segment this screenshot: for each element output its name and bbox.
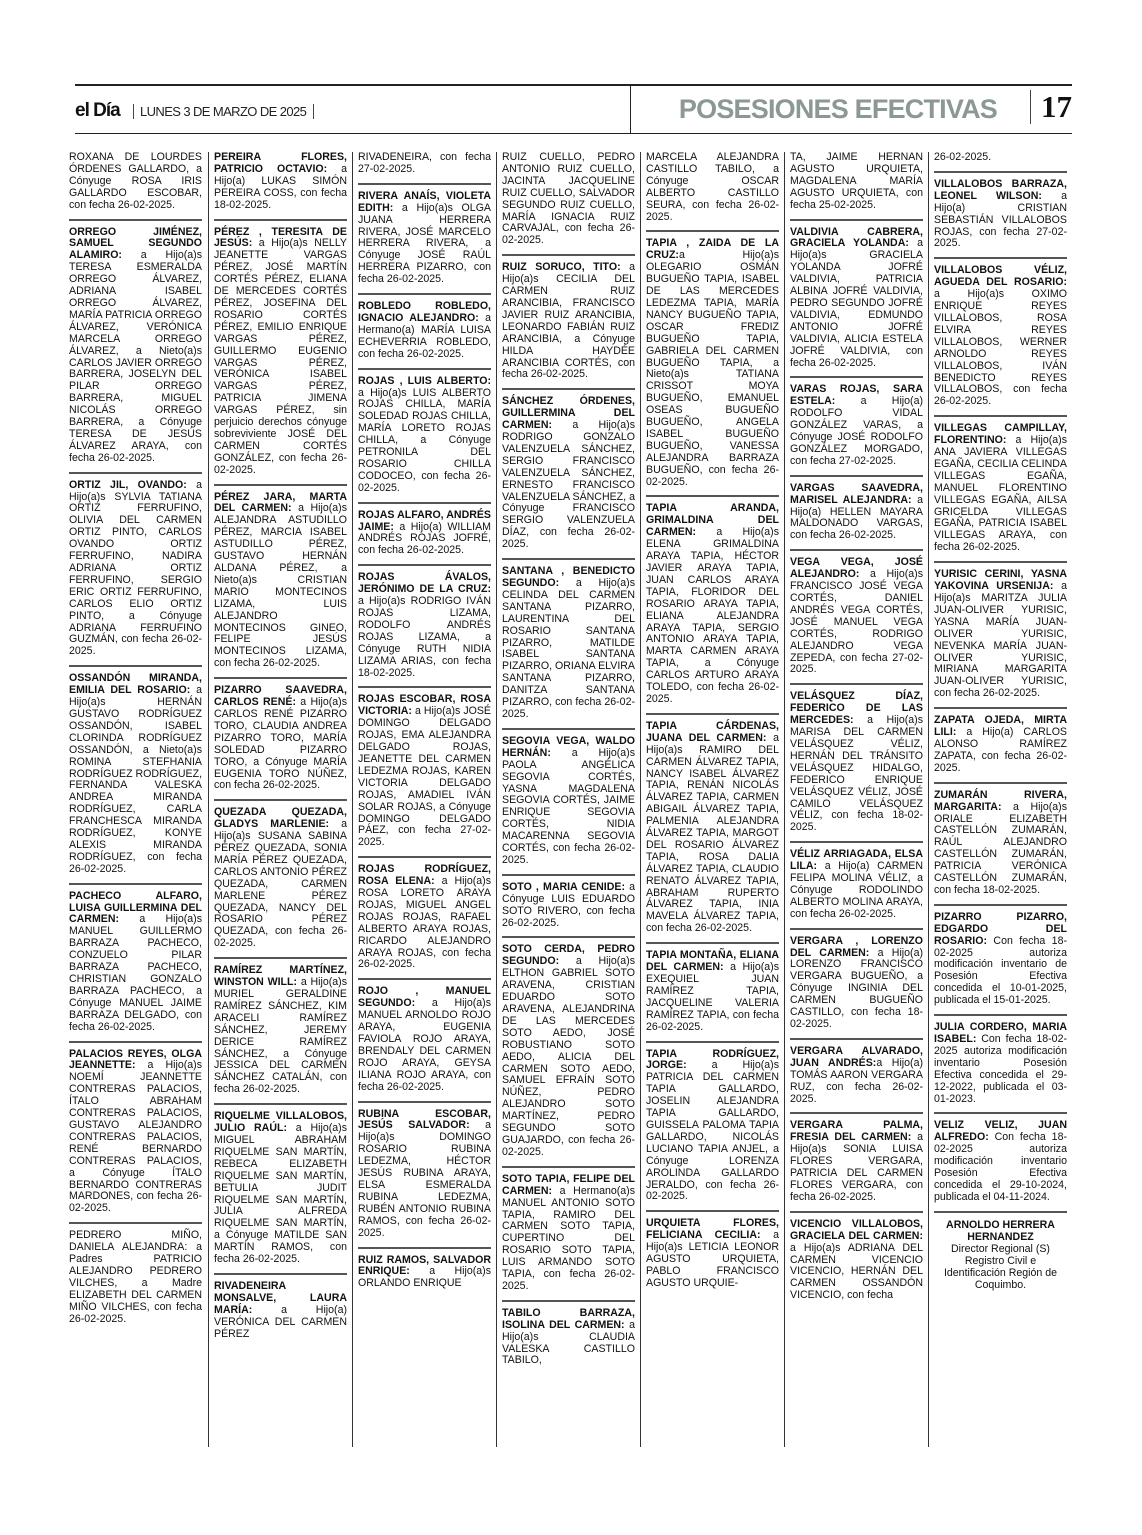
- notice-entry: [934, 152, 1067, 173]
- deceased-name: PÉREZ , TERESITA DE JESÚS:: [214, 225, 347, 250]
- notice-entry: [214, 152, 347, 221]
- notice-text: a Hijo(a)s PATRICIA DEL CARMEN TAPIA GALLARDO, JOSELIN ALEJANDRA TAPIA GALLARDO, GUISSELA PALOMA TAPIA GALLARDO, NICOLÁS LUCIANO TAPIA ANJEL, a Cónyuge LORENZA AROLINDA GALLARDO JERALDO, con fecha 26-02-2025.: [646, 1059, 779, 1203]
- notice-text: a Hijo(a)s OXIMO ENRIQUE REYES VILLALOBOS, ROSA ELVIRA REYES VILLALOBOS, WERNER ARNOLDO REYES VILLALOBOS, IVÁN BENEDICTO REYES VILLALOBOS, con fecha 26-02-2025.: [934, 288, 1067, 408]
- deceased-name: RIVERA ANAÍS, VIOLETA EDITH:: [358, 189, 491, 214]
- notice-entry: [358, 1255, 491, 1298]
- notice-text: a Hijo(a) TOMÁS AARON VERGARA RUZ, con fecha 26-02-2025.: [790, 1056, 923, 1105]
- notice-entry: [934, 1022, 1067, 1114]
- notice-text: a Hijo(a)s HERNÁN GUSTAVO RODRÍGUEZ OSSANDÓN, ISABEL CLORINDA RODRÍGUEZ OSSANDÓN, a Nieto(a)s ROMINA STEFHANIA RODRÍGUEZ RODRÍGUEZ, FERNANDA VALESKA ANDREA MIRANDA RODRÍGUEZ, CARLA FRANCHESCA MIRANDA RODRÍGUEZ, KONYE ALEXIS MIRANDA RODRÍGUEZ, con fecha 26-02-2025.: [69, 684, 202, 875]
- deceased-name: VERGARA PALMA, FRESIA DEL CARMEN:: [790, 1119, 923, 1144]
- deceased-name: PIZARRO SAAVEDRA, CARLOS RENÉ:: [214, 684, 347, 709]
- deceased-name: TABILO BARRAZA, ISOLINA DEL CARMEN:: [502, 1306, 635, 1331]
- notice-text: a Hijo(a) RODOLFO VIDAL GONZÁLEZ VARAS, a Cónyuge JOSÉ RODOLFO GONZÁLEZ MORGADO, con fecha 27-02-2025.: [790, 395, 923, 467]
- deceased-name: VEGA VEGA, JOSÉ ALEJANDRO:: [790, 556, 923, 581]
- deceased-name: URQUIETA FLORES, FELICIANA CECILIA:: [646, 1217, 779, 1242]
- notice-entry: [502, 882, 635, 939]
- deceased-name: VELIZ VELIZ, JUAN ALFREDO:: [934, 1119, 1067, 1144]
- notice-text: a Hijo(a)s CELINDA DEL CARMEN SANTANA PIZARRO, LAURENTINA DEL ROSARIO SANTANA PIZARRO, MATILDE ISABEL SANTANA PIZARRO, ORIANA ELVIRA SANTANA PIZARRO, DANITZA SANTANA PIZARRO, con fecha 26-02-2025.: [502, 577, 635, 720]
- notice-text: ROXANA DE LOURDES ÓRDENES GALLARDO, a Cónyuge ROSA IRIS GALLARDO ESCOBAR, con fecha 26-02-2025.: [69, 152, 202, 211]
- notice-text: a Hijo(a)s ELTHON GABRIEL SOTO ARAVENA, CRISTIAN EDUARDO SOTO ARAVENA, ALEJANDRINA DE LAS MERCEDES SOTO AEDO, JOSÉ ROBUSTIANO SOTO AEDO, ALICIA DEL CARMEN SOTO AEDO, SAMUEL EFRAÍN SOTO NÚÑEZ, PEDRO ALEJANDRO SOTO MARTÍNEZ, PEDRO SEGUNDO SOTO GUAJARDO, con fecha 26-02-2025.: [502, 955, 635, 1158]
- notice-text: a Hijo(a) CARMEN FELIPA MOLINA VÉLIZ, a Cónyuge RODOLINDO ALBERTO MOLINA ARAYA, con fecha 26-02-2025.: [790, 860, 923, 920]
- deceased-name: YURISIC CERINI, YASNA YAKOVINA URSENIJA:: [934, 568, 1067, 593]
- deceased-name: ZUMARÁN RIVERA, MARGARITA:: [934, 788, 1067, 813]
- notice-entry: [358, 864, 491, 980]
- notice-entry: [358, 376, 491, 504]
- notice-entry: [790, 1046, 923, 1115]
- deceased-name: VERGARA ALVARADO, JUAN ANDRÉS:: [790, 1044, 923, 1069]
- deceased-name: ORREGO JIMÉNEZ, SAMUEL SEGUNDO ALAMIRO:: [69, 225, 202, 262]
- notice-entry: [214, 685, 347, 801]
- notice-entry: [214, 492, 347, 680]
- notice-text: a Hijo(a)s EXEQUIEL JUAN RAMÍREZ TAPIA, JACQUELINE VALERIA RAMÍREZ TAPIA, con fecha 26-02-2025.: [646, 961, 779, 1033]
- deceased-name: SOTO CERDA, PEDRO SEGUNDO:: [502, 943, 635, 968]
- notice-entry: [358, 152, 491, 185]
- page-number: 17: [1030, 90, 1072, 124]
- notice-text: a Hijo(a)s CLAUDIA VALESKA CASTILLO TABILO,: [502, 1318, 635, 1367]
- column-divider: [640, 152, 641, 1447]
- deceased-name: RIQUELME VILLALOBOS, JULIO RAÚL:: [214, 1110, 347, 1135]
- signatory-name: ARNOLDO HERRERA HERNANDEZ: [946, 1218, 1055, 1243]
- deceased-name: VARAS ROJAS, SARA ESTELA:: [790, 383, 923, 408]
- deceased-name: OSSANDÓN MIRANDA, EMILIA DEL ROSARIO:: [69, 672, 202, 697]
- notice-text: a Hijo(a)s GRACIELA YOLANDA JOFRÉ VALDIVIA, PATRICIA ALBINA JOFRÉ VALDIVIA, PEDRO SEGUNDO JOFRÉ VALDIVIA, EDMUNDO ANTONIO JOFRÉ VALDIVIA, ALICIA ESTELA JOFRÉ VALDIVIA, con fecha 26-02-2025.: [790, 237, 923, 369]
- deceased-name: VARGAS SAAVEDRA, MARISEL ALEJANDRA:: [790, 481, 923, 506]
- notice-entry: [646, 1218, 779, 1296]
- notice-entry: [646, 238, 779, 497]
- notice-entry: [934, 569, 1067, 709]
- notice-entry: [934, 265, 1067, 417]
- notice-text: a Hijo(a)s NELLY JEANETTE VARGAS PÉREZ, JOSÉ MARTÍN CORTÉS PÉREZ, ELIANA DE MERCEDES CORTÉS PÉREZ, JOSEFINA DEL ROSARIO CORTÉS PÉREZ, EMILIO ENRIQUE VARGAS PÉREZ, GUILLERMO EUGENIO VARGAS PÉREZ, VERÓNICA ISABEL VARGAS PÉREZ, PATRICIA JIMENA VARGAS PÉREZ, sin perjuicio derechos cónyuge sobreviviente JOSÉ DEL CARMEN CORTÉS GONZÁLEZ, con fecha 26-02-2025.: [214, 237, 347, 476]
- deceased-name: SOTO TAPIA, FELIPE DEL CARMEN:: [502, 1172, 635, 1197]
- column-divider: [784, 152, 785, 1447]
- deceased-name: PALACIOS REYES, OLGA JEANNETTE:: [69, 1047, 202, 1072]
- deceased-name: ROBLEDO ROBLEDO, IGNACIO ALEJANDRO:: [358, 300, 491, 324]
- notice-text: MARCELA ALEJANDRA CASTILLO TABILO, a Cónyuge OSCAR ALBERTO CASTILLO SEURA, con fecha 26-02-2025.: [646, 152, 779, 223]
- deceased-name: TAPIA ARANDA, GRIMALDINA DEL CARMEN:: [646, 502, 779, 539]
- deceased-name: VILLEGAS CAMPILLAY, FLORENTINO:: [934, 422, 1067, 447]
- column-7: [934, 152, 1067, 1447]
- notice-entry: [790, 1219, 923, 1309]
- notice-text: a Hijo(a)s ELENA GRIMALDINA ARAYA TAPIA, HÉCTOR JAVIER ARAYA TAPIA, JUAN CARLOS ARAYA TAPIA, FLORIDOR DEL ROSARIO ARAYA TAPIA, ELIANA ALEJANDRA ARAYA TAPIA, SERGIO ANTONIO ARAYA TAPIA, MARTA CARMEN ARAYA TAPIA, a Cónyuge CARLOS ARTURO ARAYA TOLEDO, con fecha 26-02-2025.: [646, 526, 779, 705]
- notice-text: a Hijo(a)s PAOLA ANGÉLICA SEGOVIA CORTÉS, YASNA MAGDALENA SEGOVIA CORTÉS, JAIME ENRIQUE SEGOVIA CORTÉS, NIDIA MACARENNA SEGOVIA CORTÉS, con fecha 26-02-2025.: [502, 746, 635, 866]
- notice-entry: [790, 691, 923, 843]
- notice-entry: [790, 557, 923, 685]
- deceased-name: TAPIA , ZAIDA DE LA CRUZ:: [646, 237, 779, 262]
- notice-entry: [502, 262, 635, 390]
- column-3: [358, 152, 491, 1447]
- notice-text: a Hijo(a)s OLGA JUANA HERRERA RIVERA, JOSÉ MARCELO HERRERA RIVERA, a Cónyuge JOSÉ RAÚL HERRERA PIZARRO, con fecha 26-02-2025.: [358, 201, 491, 286]
- deceased-name: TAPIA CÁRDENAS, JUANA DEL CARMEN:: [646, 719, 779, 744]
- column-divider: [496, 152, 497, 1447]
- notice-text: a Hijo(a)s SYLVIA TATIANA ORTIZ FERRUFINO, OLIVIA DEL CARMEN ORTIZ PINTO, CARLOS OVANDO ORTIZ FERRUFINO, NADIRA ADRIANA ORTIZ FERRUFINO, SERGIO ERIC ORTIZ FERRUFINO, CARLOS ELIO ORTIZ PINTO, a Cónyuge ADRIANA FERRUFINO GUZMÁN, con fecha 26-02-2025.: [69, 478, 202, 658]
- notice-entry: [358, 1109, 491, 1249]
- notice-text: a Hijo(a)s OLEGARIO OSMÁN BUGUEÑO TAPIA, ISABEL DE LAS MERCEDES LEDEZMA TAPIA, MARÍA NANCY BUGUEÑO TAPIA, OSCAR FREDIZ BUGUEÑO TAPIA, GABRIELA DEL CARMEN BUGUEÑO TAPIA, a Nieto(a)s TATIANA CRISSOT MOYA BUGUEÑO, EMANUEL OSEAS BUGUEÑO BUGUEÑO, ANGELA ISABEL BUGUEÑO BUGUEÑO, VANESSA ALEJANDRA BARRAZA BUGUEÑO, con fecha 26-02-2025.: [646, 249, 779, 488]
- notice-entry: [214, 227, 347, 486]
- notice-entry: [214, 965, 347, 1105]
- notice-entry: [358, 986, 491, 1102]
- notice-text: a Hijo(a)s ORLANDO ENRIQUE: [358, 1265, 491, 1290]
- column-divider: [928, 152, 929, 1447]
- notice-text: a Hijo(a)s DOMINGO ROSARIO RUBINA LEDEZMA, HÉCTOR JESÚS RUBINA ARAYA, ELSA ESMERALDA RUBINA LEDEZMA, RUBÉN ANTONIO RUBINA RAMOS, con fecha 26-02-2025.: [358, 1119, 491, 1239]
- notice-entry: [790, 1120, 923, 1212]
- notice-text: a Cónyuge LUIS EDUARDO SOTO RIVERO, con fecha 26-02-2025.: [502, 880, 635, 929]
- notice-entry: [358, 572, 491, 688]
- notice-entry: [934, 179, 1067, 259]
- notice-text: RUIZ CUELLO, PEDRO ANTONIO RUIZ CUELLO, JACINTA JACQUELINE RUIZ CUELLO, SALVADOR SEGUNDO RUIZ CUELLO, MARÍA IGNACIA RUIZ CARVAJAL, con fecha 26-02-2025.: [502, 152, 635, 247]
- deceased-name: ROJAS , LUIS ALBERTO:: [358, 374, 491, 387]
- notice-entry: [358, 694, 491, 858]
- notice-text: a Hijo(a)s SUSANA SABINA PÉREZ QUEZADA, SONIA MARÍA PÉREZ QUEZADA, CARLOS ANTONIO PÉREZ QUEZADA, CARMEN MARLENE PÉREZ QUEZADA, NANCY DEL ROSARIO PÉREZ QUEZADA, con fecha 26-02-2025.: [214, 818, 347, 950]
- notice-text: Con fecha 18-02-2025 autoriza modificación inventario Posesión Efectiva concedida el 29-12-2022, publicada el 03-01-2023.: [934, 1033, 1067, 1105]
- notice-entry: [502, 566, 635, 730]
- notice-text: a Hijo(a)s MURIEL GERALDINE RAMÍREZ SÁNCHEZ, KIM ARACELI RAMÍREZ SÁNCHEZ, JEREMY DERICE RAMÍREZ SÁNCHEZ, a Cónyuge JESSICA DEL CARMEN SÁNCHEZ CATALÁN, con fecha 26-02-2025.: [214, 976, 347, 1096]
- notice-text: a Hijo(a)s MANUEL GUILLERMO BARRAZA PACHECO, CONZUELO PILAR BARRAZA PACHECO, CHRISTIAN GONZALO BARRAZA PACHECO, a Cónyuge MANUEL JAIME BARRAZA DELGADO, con fecha 26-02-2025.: [69, 913, 202, 1033]
- page-header: [75, 86, 1072, 134]
- notice-text: a Hijo(a)s ALEJANDRA ASTUDILLO PÉREZ, MARCIA ISABEL ASTUDILLO PÉREZ, GUSTAVO HERNÁN ALDANA PÉREZ, a Nieto(a)s CRISTIAN MARIO MONTECINOS LIZAMA, LUIS ALEJANDRO MONTECINOS GINEO, FELIPE JESÚS MONTECINOS LIZAMA, con fecha 26-02-2025.: [214, 502, 347, 670]
- column-divider: [208, 152, 209, 1447]
- column-2: [214, 152, 347, 1447]
- notice-text: a Hijo(a) HELLEN MAYARA MALDONADO VARGAS, con fecha 26-02-2025.: [790, 493, 923, 542]
- notice-entry: [790, 849, 923, 929]
- deceased-name: SOTO , MARIA CENIDE:: [502, 880, 625, 893]
- deceased-name: PIZARRO PIZARRO, EDGARDO DEL ROSARIO:: [934, 910, 1067, 947]
- notice-entry: [502, 1308, 635, 1375]
- deceased-name: RUBINA ESCOBAR, JESÚS SALVADOR:: [358, 1107, 491, 1132]
- signature-block: [934, 1219, 1067, 1291]
- notice-text: a Hijo(a)s SONIA LUISA FLORES VERGARA, PATRICIA DEL CARMEN FLORES VERGARA, con fecha 26-02-2025.: [790, 1131, 923, 1203]
- issue-date: LUNES 3 DE MARZO DE 2025: [133, 104, 314, 119]
- deceased-name: VELÁSQUEZ DÍAZ, FEDERICO DE LAS MERCEDES:: [790, 690, 923, 727]
- deceased-name: SÁNCHEZ ÓRDENES, GUILLERMINA DEL CARMEN:: [502, 395, 635, 432]
- deceased-name: RUIZ RAMOS, SALVADOR ENRIQUE:: [358, 1253, 491, 1278]
- deceased-name: TAPIA RODRÍGUEZ, JORGE:: [646, 1047, 779, 1072]
- notice-entry: [934, 423, 1067, 563]
- notice-text: a Hijo(a)s ROSA LORETO ARAYA ROJAS, MIGUEL ANGEL ROJAS ROJAS, RAFAEL ALBERTO ARAYA ROJAS, RICARDO ALEJANDRO ARAYA ROJAS, con fecha 26-02-2025.: [358, 875, 491, 971]
- notice-entry: [502, 152, 635, 256]
- notice-text: TA, JAIME HERNÁN AGUSTO URQUIETA, MAGDALENA MARÍA AGUSTO URQUIETA, con fecha 25-02-2025.: [790, 152, 923, 211]
- notice-text: a Hijo(a)s ORIALE ELIZABETH CASTELLÓN ZUMARÁN, RAÚL ALEJANDRO CASTELLÓN ZUMARÁN, PATRICIA VERÓNICA CASTELLÓN ZUMARÁN, con fecha 18-02-2025.: [934, 800, 1067, 896]
- notice-text: a Hijo(a)s ADRIANA DEL CARMEN VICENCIO VICENCIO, HERNÁN DEL CARMEN OSSANDÓN VICENCIO, con fecha: [790, 1241, 923, 1302]
- notice-text: a Hijo(a)s CARLOS RENÉ PIZARRO TORO, CLAUDIA ANDREA PIZARRO TORO, MARÍA SOLEDAD PIZARRO TORO, a Cónyuge MARÍA EUGENIA TORO NÚÑEZ, con fecha 26-02-2025.: [214, 696, 347, 792]
- notice-entry: [790, 152, 923, 221]
- deceased-name: QUEZADA QUEZADA, GLADYS MARLENIE:: [214, 806, 347, 831]
- notice-entry: [646, 721, 779, 944]
- notice-entry: [69, 1230, 202, 1332]
- notice-text: a Hermano(a)s MANUEL ANTONIO SOTO TAPIA, RAMIRO DEL CARMEN SOTO TAPIA, CUPERTINO DEL ROSARIO SOTO TAPIA, LUIS ARMANDO SOTO TAPIA, con fecha 26-02-2025.: [502, 1184, 635, 1292]
- notice-entry: [646, 950, 779, 1042]
- notice-text: a Hijo(a) CRISTIAN SEBASTIÁN VILLALOBOS ROJAS, con fecha 27-02-2025.: [934, 189, 1067, 250]
- notice-entry: [69, 227, 202, 474]
- notice-entry: [934, 790, 1067, 906]
- notice-text: 26-02-2025.: [934, 152, 992, 163]
- notice-text: a Hijo(a)s RAMIRO DEL CARMEN ÁLVAREZ TAPIA, NANCY ISABEL ÁLVAREZ TAPIA, RENÁN NICOLÁS ÁLVAREZ TAPIA, CARMEN ABIGAIL ÁLVAREZ TAPIA, PALMENIA ALEJANDRA ÁLVAREZ TAPIA, MARGOT DEL ROSARIO ÁLVAREZ TAPIA, ROSA DALIA ÁLVAREZ TAPIA, CLAUDIO RENATO ÁLVAREZ TAPIA, ABRAHAM RUPERTO ÁLVAREZ TAPIA, INIA MAVELA ÁLVAREZ TAPIA, con fecha 26-02-2025.: [646, 731, 779, 935]
- deceased-name: VALDIVIA CABRERA, GRACIELA YOLANDA:: [790, 225, 923, 250]
- newspaper-logo: el Día: [75, 100, 120, 121]
- notice-text: a Hijo(a)s MARITZA JULIA JUAN-OLIVER YURISIC, YASNA MARÍA JUAN-OLIVER YURISIC, NEVENKA MARÍA JUAN-OLIVER YURISIC, MIRIANA MARGARITA JUAN-OLIVER YURISIC, con fecha 26-02-2025.: [934, 580, 1067, 700]
- deceased-name: ROJAS ESCOBAR, ROSA VICTORIA:: [358, 693, 491, 718]
- notice-text: a Hijo(a) VERÓNICA DEL CARMEN PÉREZ: [214, 1303, 347, 1340]
- deceased-name: JULIA CORDERO, MARIA ISABEL:: [934, 1021, 1067, 1045]
- deceased-name: VÉLIZ ARRIAGADA, ELSA LILA:: [790, 848, 923, 873]
- notice-entry: [502, 736, 635, 876]
- deceased-name: ZAPATA OJEDA, MIRTA LILI:: [934, 714, 1067, 739]
- notice-text: RIVADENEIRA, con fecha 27-02-2025.: [358, 152, 491, 175]
- notice-text: a Hijo(a)s FRANCISCO JOSÉ VEGA CORTÉS, DANIEL ANDRÉS VEGA CORTÉS, JOSÉ MANUEL VEGA CORTÉS, RODRIGO ALEJANDRO VEGA ZEPEDA, con fecha 27-02-2025.: [790, 568, 923, 676]
- notice-entry: [934, 715, 1067, 784]
- notice-entry: [69, 673, 202, 884]
- notice-text: a Hijo(a)s TERESA ESMERALDA ORREGO ÁLVAREZ, ADRIANA ISABEL ORREGO ÁLVAREZ, MARÍA PATRICIA ORREGO ÁLVAREZ, VERÓNICA MARCELA ORREGO ÁLVAREZ, a Nieto(a)s CARLOS JAVIER ORREGO BARRERA, JOSELYN DEL PILAR ORREGO BARRERA, MIGUEL NICOLÁS ORREGO BARRERA, a Cónyuge TERESA DE JESÚS ÁLVAREZ ARAYA, con fecha 26-02-2025.: [69, 249, 202, 464]
- deceased-name: SANTANA , BENEDICTO SEGUNDO:: [502, 565, 635, 589]
- deceased-name: ROJAS ALFARO, ANDRÉS JAIME:: [358, 508, 491, 533]
- deceased-name: PACHECO ALFARO, LUISA GUILLERMINA DEL CARMEN:: [69, 889, 202, 926]
- deceased-name: ROJAS ÁVALOS, JERÓNIMO DE LA CRUZ:: [358, 571, 491, 596]
- notice-text: a Hijo(a)s MANUEL ARNOLDO ROJO ARAYA, EUGENIA FAVIOLA ROJO ARAYA, BRENDALY DEL CARMEN ROJO ARAYA, GEYSA ILIANA ROJO ARAYA, con fecha 26-02-2025.: [358, 997, 491, 1093]
- deceased-name: VICENCIO VILLALOBOS, GRACIELA DEL CARMEN:: [790, 1217, 923, 1242]
- notice-text: a Hijo(a)s CECILIA DEL CARMEN RUIZ ARANCIBIA, FRANCISCO JAVIER RUIZ ARANCIBIA, LEONARDO FABIÁN RUIZ ARANCIBIA, a Cónyuge HILDA HAYDÉE ARANCIBIA CORTÉS, con fecha 26-02-2025.: [502, 261, 635, 381]
- notice-entry: [69, 480, 202, 668]
- deceased-name: RIVADENEIRA MONSALVE, LAURA MARÍA:: [214, 1279, 347, 1316]
- notice-text: a Hijo(a) LUKAS SIMÓN PEREIRA COSS, con fecha 18-02-2025.: [214, 162, 347, 211]
- notice-text: a Hijo(a)s NOEMÍ JEANNETTE CONTRERAS PALACIOS, ÍTALO ABRAHAM CONTRERAS PALACIOS, GUSTAVO ALEJANDRO CONTRERAS PALACIOS, RENÉ BERNARDO CONTRERAS PALACIOS, a Cónyuge ÍTALO BERNARDO CONTRERAS MARDONES, con fecha 26-02-2025.: [69, 1059, 202, 1215]
- notice-entry: [214, 807, 347, 959]
- notice-entry: [790, 384, 923, 476]
- notice-entry: [69, 1049, 202, 1225]
- notice-entry: [502, 396, 635, 560]
- notice-entry: [214, 1281, 347, 1348]
- header-divider: [630, 86, 631, 133]
- deceased-name: TAPIA MONTAÑA, ELIANA DEL CARMEN:: [646, 949, 779, 974]
- deceased-name: PÉREZ JARA, MARTA DEL CARMEN:: [214, 490, 347, 515]
- column-4: [502, 152, 635, 1447]
- notice-text: Con fecha 18-02-2025 autoriza modificación inventario Posesión Efectiva concedida el 29-10-2024, publicada el 04-11-2024.: [934, 1131, 1067, 1203]
- deceased-name: SEGOVIA VEGA, WALDO HERNÁN:: [502, 734, 635, 759]
- notice-entry: [358, 510, 491, 567]
- notice-text: a Hijo(a)s MIGUEL ABRAHAM RIQUELME SAN MARTÍN, REBECA ELIZABETH RIQUELME SAN MARTÍN, BETULIA JUDIT RIQUELME SAN MARTÍN, JULIA ALFREDA RIQUELME SAN MARTÍN, a Cónyuge MATILDE SAN MARTÍN RAMOS, con fecha 26-02-2025.: [214, 1122, 347, 1266]
- deceased-name: ORTIZ JIL, OVANDO:: [69, 478, 187, 491]
- notice-text: a Hijo(a)s RODRIGO IVÁN ROJAS LIZAMA, RODOLFO ANDRÉS ROJAS LIZAMA, a Cónyuge RUTH NIDIA LIZAMA ARIAS, con fecha 18-02-2025.: [358, 595, 491, 679]
- notice-entry: [214, 1111, 347, 1275]
- notice-entry: [69, 152, 202, 221]
- notice-text: a Hijo(a)s MARISA DEL CARMEN VELÁSQUEZ VÉLIZ, HERNÁN DEL TRÁNSITO VELÁSQUEZ HIDALGO, FEDERICO ENRIQUE VELÁSQUEZ VÉLIZ, JOSÉ CAMILO VELÁSQUEZ VÉLIZ, con fecha 18-02-2025.: [790, 714, 923, 834]
- notice-text: Con fecha 18-02-2025 autoriza modificación inventario de Posesión Efectiva concedida el 10-01-2025, publicada el 15-01-2025.: [934, 934, 1067, 1007]
- notice-entry: [69, 891, 202, 1043]
- notice-columns: [69, 152, 1073, 1452]
- deceased-name: PEREIRA FLORES, PATRICIO OCTAVIO:: [214, 152, 347, 175]
- deceased-name: VILLALOBOS BARRAZA, LEONEL WILSON:: [934, 177, 1067, 202]
- notice-text: a Hijo(a) WILLIAM ANDRÉS ROJAS JOFRÉ, con fecha 26-02-2025.: [358, 520, 491, 557]
- notice-entry: [646, 503, 779, 714]
- notice-entry: [358, 191, 491, 295]
- deceased-name: RUIZ SORUCO, TITO:: [502, 261, 621, 274]
- notice-text: a Hijo(a)s LETICIA LEONOR AGUSTO URQUIETA, PABLO FRANCISCO AGUSTO URQUIE-: [646, 1229, 779, 1289]
- deceased-name: VERGARA , LORENZO DEL CARMEN:: [790, 934, 923, 959]
- notice-text: a Hijo(a)s ANA JAVIERA VILLEGAS EGAÑA, CECILIA CELINDA VILLEGAS EGAÑA, MANUEL FLORENTINO VILLEGAS EGAÑA, AILSA GRICELDA VILLEGAS EGAÑA, PATRICIA ISABEL VILLEGAS ARAYA, con fecha 26-02-2025.: [934, 434, 1067, 554]
- column-divider: [352, 152, 353, 1447]
- notice-entry: [790, 483, 923, 552]
- notice-text: a Hermano(a) MARÍA LUISA ECHEVERRIA ROBLEDO, con fecha 26-02-2025.: [358, 311, 491, 360]
- deceased-name: RAMÍREZ MARTÍNEZ, WINSTON WILL:: [214, 964, 347, 989]
- notice-entry: [790, 227, 923, 379]
- notice-text: a Hijo(a) CARLOS ALONSO RAMÍREZ ZAPATA, con fecha 26-02-2025.: [934, 726, 1067, 774]
- notice-entry: [934, 1120, 1067, 1212]
- notice-text: a Hijo(a) LORENZO FRANCISCO VERGARA BUGUEÑO, a Cónyuge INGINIA DEL CARMEN BUGUEÑO CASTILLO, con fecha 18-02-2025.: [790, 946, 923, 1030]
- notice-entry: [358, 301, 491, 370]
- notice-text: PEDRERO MIÑO, DANIELA ALEJANDRA: a Padres PATRICIO ALEJANDRO PEDRERO VILCHES, a Madre ELIZABETH DEL CARMEN MIÑO VILCHES, con fecha 26-02-2025.: [69, 1229, 202, 1325]
- column-1: [69, 152, 202, 1447]
- deceased-name: ROJAS RODRÍGUEZ, ROSA ELENA:: [358, 863, 491, 888]
- notice-text: a Hijo(a)s LUIS ALBERTO ROJAS CHILLA, MARÍA SOLEDAD ROJAS CHILLA, MARÍA LORETO ROJAS CHILLA, a Cónyuge PETRONILA DEL ROSARIO CHILLA CODOCEO, con fecha 26-02-2025.: [358, 386, 491, 494]
- notice-entry: [934, 912, 1067, 1016]
- notice-entry: [646, 152, 779, 232]
- signatory-title: Director Regional (S) Registro Civil e Identificación Región de Coquimbo.: [943, 1242, 1058, 1291]
- deceased-name: ROJO , MANUEL SEGUNDO:: [358, 985, 491, 1010]
- notice-text: a Hijo(a)s RODRIGO GONZALO VALENZUELA SÁNCHEZ, SERGIO FRANCISCO VALENZUELA SÁNCHEZ, ERNESTO FRANCISCO VALENZUELA SÁNCHEZ, a Cónyuge FRANCISCO SERGIO VALENZUELA DÍAZ, con fecha 26-02-2025.: [502, 419, 635, 551]
- deceased-name: VILLALOBOS VÉLIZ, AGUEDA DEL ROSARIO:: [934, 264, 1067, 289]
- column-6: [790, 152, 923, 1447]
- notice-entry: [502, 1174, 635, 1302]
- notice-entry: [646, 1049, 779, 1213]
- notice-entry: [502, 944, 635, 1167]
- notice-text: a Hijo(a)s JOSÉ DOMINGO DELGADO ROJAS, EMA ALEJANDRA DELGADO ROJAS, JEANETTE DEL CARMEN LEDEZMA ROJAS, KAREN VICTORIA DELGADO ROJAS, AMADIEL IVÁN SOLAR ROJAS, a Cónyuge DOMINGO DELGADO PÁEZ, con fecha 27-02-2025.: [358, 705, 491, 849]
- column-5: [646, 152, 779, 1447]
- section-title: POSESIONES EFECTIVAS: [678, 94, 997, 124]
- notice-entry: [790, 936, 923, 1040]
